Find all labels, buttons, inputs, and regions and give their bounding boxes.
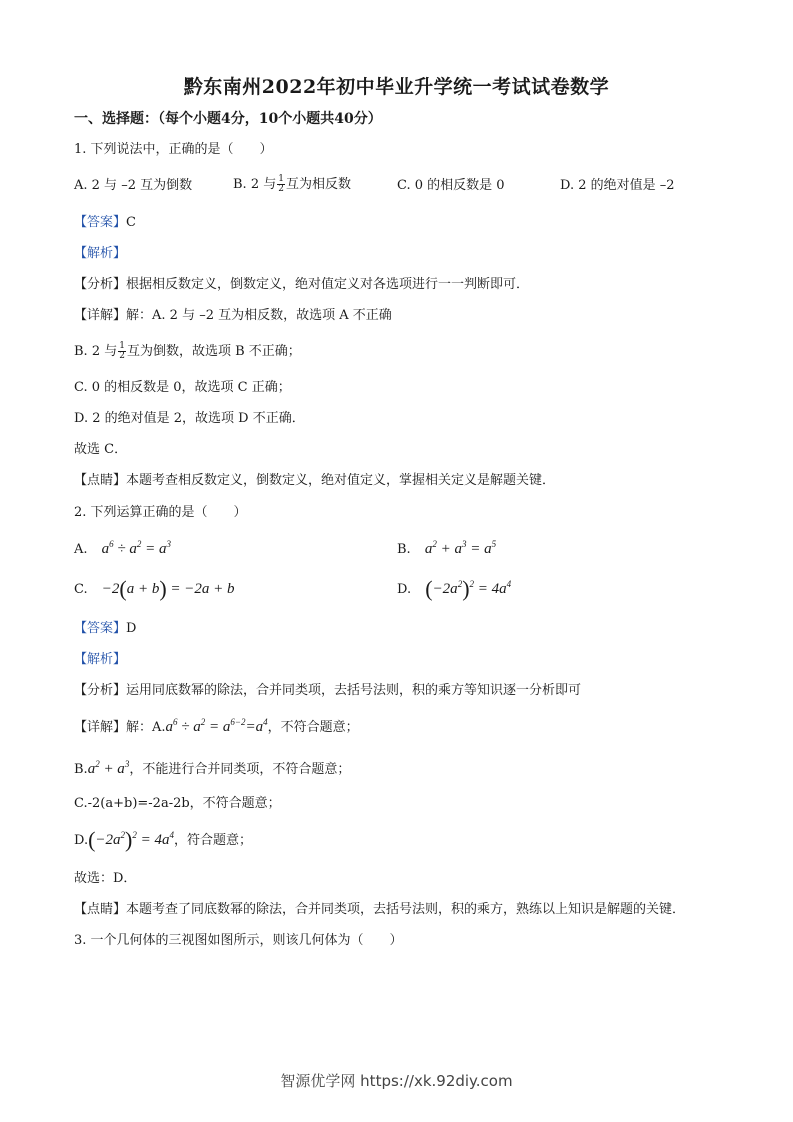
q3-stem: 3. 一个几何体的三视图如图所示，则该几何体为（ ） — [74, 933, 403, 948]
q2-analysis — [74, 651, 126, 669]
q2-dianjing — [74, 901, 685, 919]
q1-option-b-fraction — [277, 175, 285, 194]
q2-option-b-formula: $a^2 + a^3 = a^5$ — [424, 539, 497, 557]
fenxi-tag: 【分析】 — [74, 277, 127, 292]
answer-tag: 【答案】 — [74, 621, 127, 636]
q2-detail-2-suffix: ，不能进行合并同类项，不符合题意； — [129, 762, 351, 777]
fraction-numerator: 1 — [278, 174, 284, 184]
q2-detail-4-suffix: ，符合题意； — [174, 833, 253, 848]
q2-conclusion: 故选：D． — [74, 871, 137, 886]
q1-option-c: C. 0 的相反数是 0 — [397, 178, 505, 193]
q2-option-b-label: B. — [397, 542, 411, 557]
q2-detail-1-prefix: 解：A. — [126, 720, 166, 735]
q1-option-b-suffix: 互为相反数 — [285, 177, 351, 192]
q2-option-a-label: A. — [74, 542, 88, 557]
dianjing-tag: 【点睛】 — [74, 902, 127, 917]
q1-detail-1 — [74, 307, 392, 325]
q2-detail-2-formula: $a^2 + a^3$ — [87, 759, 130, 777]
q1-answer-value: C — [126, 215, 136, 230]
q1-option-b — [233, 175, 351, 194]
answer-tag: 【答案】 — [74, 215, 127, 230]
q1-option-a: A. 2 与 –2 互为倒数 — [74, 178, 193, 193]
q1-answer — [74, 214, 136, 232]
q1-detail-2-fraction — [118, 342, 126, 361]
q1-option-b-prefix: B. 2 与 — [233, 177, 277, 192]
q1-detail-2-prefix: B. 2 与 — [74, 344, 118, 359]
q2-detail-2 — [74, 760, 350, 779]
q1-detail-2-suffix: 互为倒数，故选项 B 不正确； — [126, 344, 301, 359]
q1-detail-4: D. 2 的绝对值是 2，故选项 D 不正确． — [74, 411, 305, 426]
dianjing-tag: 【点睛】 — [74, 473, 127, 488]
fenxi-tag: 【分析】 — [74, 683, 127, 698]
q1-detail-3: C. 0 的相反数是 0，故选项 C 正确； — [74, 380, 291, 395]
q2-option-c-formula: −2(a + b) = −2a + b — [101, 576, 235, 601]
q2-option-d-formula: $(-2a^2)^2 = 4a^4$ — [425, 576, 512, 601]
page-title: 黔东南州2022年初中毕业升学统一考试试卷数学 — [183, 76, 610, 98]
fraction-denominator: 2 — [119, 351, 125, 361]
q2-option-a — [74, 540, 171, 559]
fraction-denominator: 2 — [278, 184, 284, 194]
q2-detail-1-suffix: ，不符合题意； — [267, 720, 359, 735]
q1-option-d: D. 2 的绝对值是 –2 — [560, 178, 675, 193]
q2-option-c-label: C. — [74, 582, 88, 597]
q2-dianjing-text: 本题考查了同底数幂的除法，合并同类项，去括号法则，积的乘方，熟练以上知识是解题的关键． — [126, 902, 686, 917]
q2-stem: 2. 下列运算正确的是（ ） — [74, 505, 247, 520]
xiangjie-tag: 【详解】 — [74, 720, 127, 735]
q1-detail-1-text: 解：A. 2 与 –2 互为相反数，故选项 A 不正确 — [126, 308, 392, 323]
q1-dianjing — [74, 472, 555, 490]
q2-option-b — [397, 540, 496, 559]
q1-analysis — [74, 245, 126, 263]
q1-fenxi-text: 根据相反数定义，倒数定义，绝对值定义对各选项进行一一判断即可． — [126, 277, 530, 292]
q2-detail-2-prefix: B. — [74, 762, 88, 777]
q2-answer-value: D — [126, 621, 137, 636]
q2-detail-3: C.-2(a+b)=-2a-2b，不符合题意； — [74, 796, 281, 811]
page-footer-watermark: 智源优学网 https://xk.92diy.com — [280, 1072, 513, 1090]
q2-fenxi — [74, 682, 581, 700]
q2-option-d — [397, 576, 512, 601]
analysis-tag: 【解析】 — [74, 652, 127, 667]
xiangjie-tag: 【详解】 — [74, 308, 127, 323]
q2-detail-1-formula: $a^6 \div a^2 = a^{6-2}=a^4$ — [165, 717, 268, 735]
q2-fenxi-text: 运用同底数幂的除法，合并同类项，去括号法则，积的乘方等知识逐一分析即可 — [126, 683, 582, 698]
q2-detail-1 — [74, 718, 359, 737]
analysis-tag: 【解析】 — [74, 246, 127, 261]
q2-answer — [74, 620, 136, 638]
q2-option-c — [74, 576, 235, 601]
q2-detail-4-prefix: D. — [74, 833, 89, 848]
fraction-numerator: 1 — [119, 341, 125, 351]
q1-stem: 1. 下列说法中，正确的是（ ） — [74, 142, 273, 157]
q1-conclusion: 故选 C． — [74, 442, 128, 457]
q1-dianjing-text: 本题考查相反数定义，倒数定义，绝对值定义，掌握相关定义是解题关键． — [126, 473, 556, 488]
q1-fenxi — [74, 276, 529, 294]
q1-detail-2 — [74, 342, 301, 361]
section-heading: 一、选择题：（每个小题4分，10个小题共40分） — [74, 111, 382, 127]
q2-option-d-label: D. — [397, 582, 412, 597]
q2-option-a-formula: $a^6 \div a^2 = a^3$ — [101, 539, 172, 557]
q2-detail-4 — [74, 827, 253, 852]
q2-detail-4-formula: $(-2a^2)^2 = 4a^4$ — [88, 827, 174, 852]
